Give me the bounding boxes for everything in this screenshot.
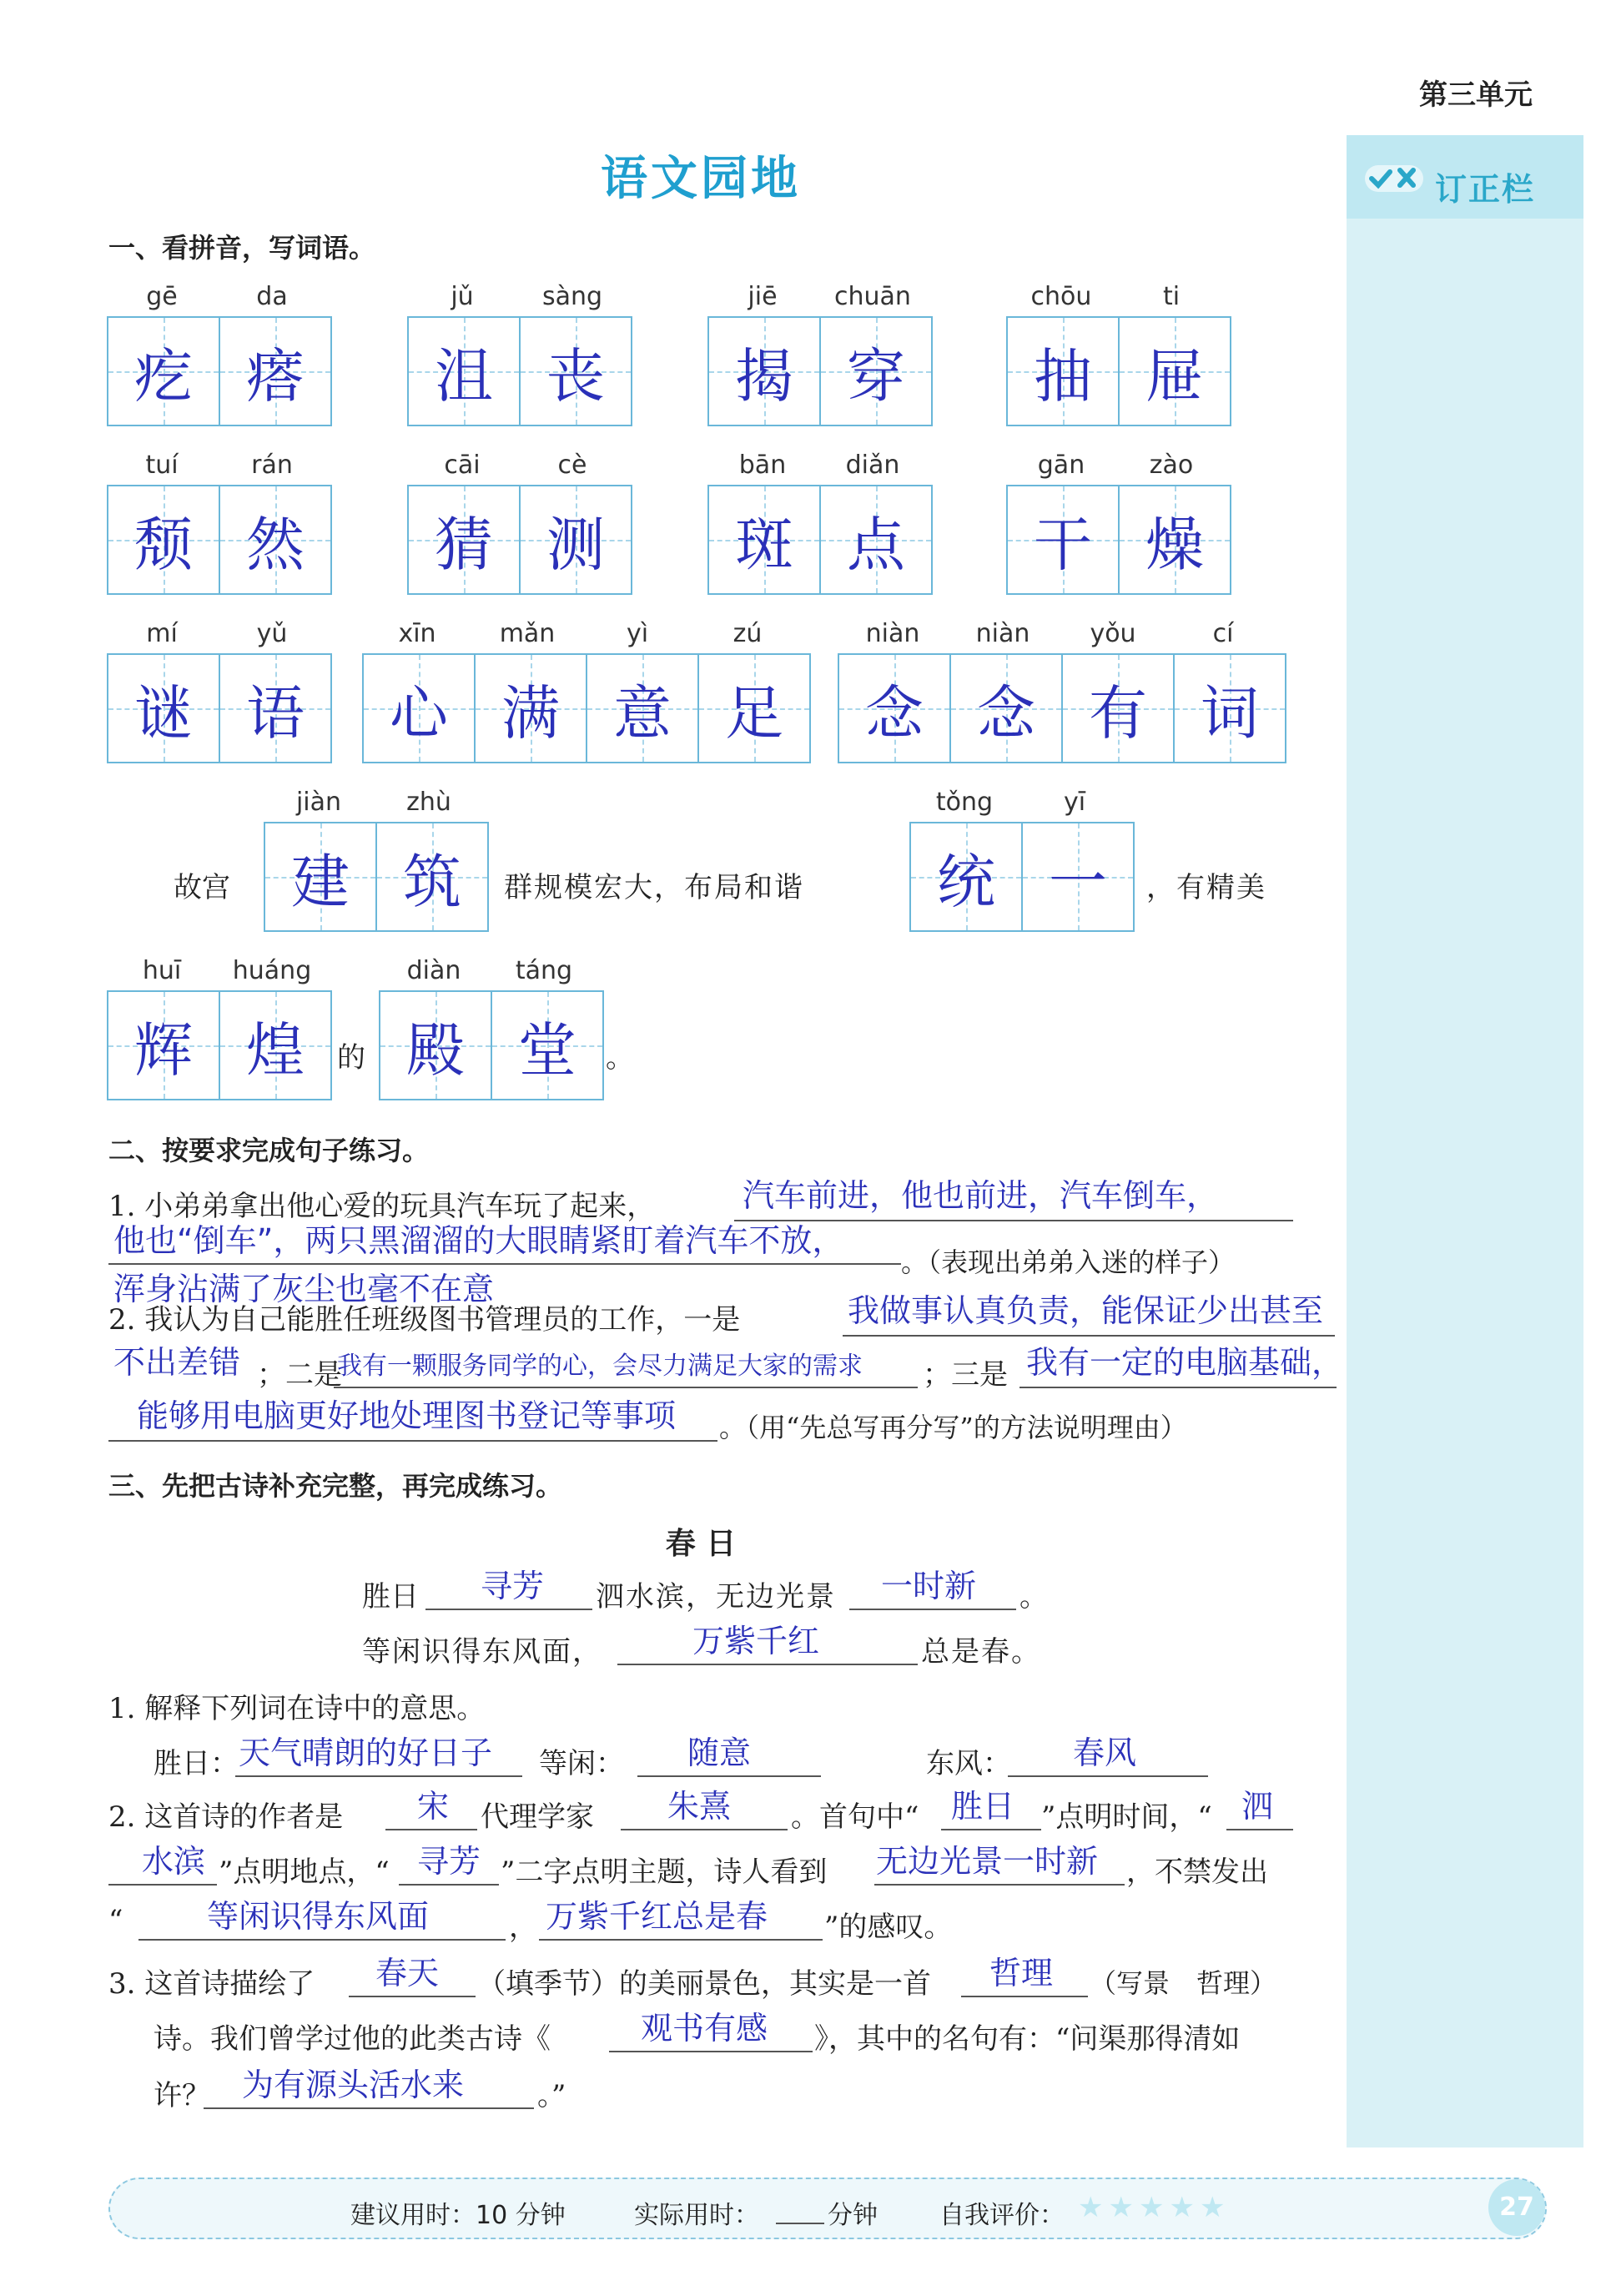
question-text: ”二字点明主题，诗人看到 — [501, 1855, 828, 1889]
word-group — [107, 619, 332, 763]
answer-line — [621, 1829, 788, 1830]
tianzige-cell — [821, 318, 931, 425]
question-text: “ — [108, 1904, 123, 1937]
suggested-time: 建议用时：10 分钟 — [350, 2201, 566, 2230]
pinyin: táng — [515, 956, 573, 985]
word-group — [1006, 451, 1231, 595]
star-icon[interactable]: ★ — [1199, 2191, 1226, 2224]
handwritten-answer: 观书有感 — [641, 2010, 768, 2047]
pinyin: yì — [626, 619, 649, 648]
handwritten-char: 足 — [725, 678, 783, 748]
handwritten-answer: 水滨 — [142, 1843, 206, 1880]
tianzige-cell — [220, 318, 330, 425]
question-text: 。（表现出弟弟入迷的样子） — [901, 1246, 1236, 1278]
answer-line — [1226, 1829, 1293, 1830]
pinyin: zú — [733, 619, 763, 648]
pinyin: mí — [146, 619, 178, 648]
pinyin: jiàn — [295, 788, 342, 817]
handwritten-char: 干 — [1034, 510, 1092, 579]
handwritten-answer: 宋 — [417, 1788, 450, 1825]
answer-line — [108, 1884, 217, 1886]
answer-line — [874, 1884, 1125, 1886]
tianzige-cell — [1023, 823, 1133, 930]
handwritten-char: 沮 — [435, 341, 493, 410]
tianzige-cell — [108, 486, 220, 593]
question-text: ；二是 — [257, 1358, 342, 1392]
handwritten-char: 然 — [246, 510, 305, 579]
pinyin: yǔ — [256, 619, 288, 648]
handwritten-char: 穿 — [847, 341, 905, 410]
handwritten-answer: 胜日 — [951, 1788, 1015, 1825]
tianzige-cell — [377, 823, 487, 930]
handwritten-answer: 能够用电脑更好地处理图书登记等事项 — [137, 1397, 677, 1434]
question-text: 2. 我认为自己能胜任班级图书管理员的工作，一是 — [108, 1303, 741, 1337]
poem-text: 等闲识得东风面， — [362, 1635, 602, 1669]
handwritten-char: 语 — [246, 678, 305, 748]
page-number: 27 — [1488, 2179, 1545, 2236]
question-text: ”的感叹。 — [824, 1911, 953, 1944]
handwritten-char: 堂 — [518, 1015, 576, 1085]
handwritten-char: 颓 — [134, 510, 193, 579]
correction-sidebar — [1347, 135, 1583, 2147]
answer-line — [539, 1939, 823, 1941]
actual-time-field[interactable] — [776, 2223, 824, 2224]
pinyin: mǎn — [499, 619, 556, 648]
handwritten-answer: 春天 — [375, 1955, 440, 1991]
question-text: ， — [509, 1911, 537, 1944]
pinyin: gē — [146, 282, 178, 311]
word-group — [707, 282, 933, 426]
handwritten-answer: 泗 — [1241, 1788, 1274, 1825]
tianzige-cell — [265, 823, 377, 930]
question-text: 。（用“先总写再分写”的方法说明理由） — [719, 1412, 1187, 1443]
pinyin: huáng — [232, 956, 312, 985]
handwritten-char: 筑 — [403, 847, 461, 916]
pinyin: ti — [1162, 282, 1181, 311]
handwritten-char: 煌 — [246, 1015, 305, 1085]
page-title: 语文园地 — [601, 152, 801, 206]
handwritten-char: 斑 — [735, 510, 793, 579]
handwritten-answer: 我做事认真负责，能保证少出甚至 — [848, 1292, 1324, 1329]
question-text: 东风： — [926, 1747, 1011, 1780]
tianzige-cell — [492, 992, 602, 1099]
handwritten-answer: 万紫千红总是春 — [546, 1898, 768, 1935]
pinyin: huī — [142, 956, 182, 985]
pinyin: yǒu — [1090, 619, 1136, 648]
handwritten-answer: 无边光景一时新 — [876, 1843, 1099, 1880]
tianzige-cell — [476, 655, 587, 762]
handwritten-char: 谜 — [134, 678, 193, 748]
handwritten-char: 建 — [291, 847, 350, 916]
section2-heading: 二、按要求完成句子练习。 — [108, 1135, 430, 1166]
tianzige-cell — [108, 655, 220, 762]
question-text: 。” — [537, 2079, 566, 2112]
handwritten-answer: 我有一定的电脑基础， — [1026, 1344, 1344, 1381]
handwritten-char: 词 — [1201, 678, 1259, 748]
pinyin: gān — [1037, 451, 1085, 480]
star-icon[interactable]: ★ — [1078, 2191, 1104, 2224]
question-text: 代理学家 — [481, 1800, 594, 1834]
handwritten-char: 猜 — [435, 510, 493, 579]
word-group — [362, 619, 811, 763]
handwritten-answer: 我有一颗服务同学的心，会尽力满足大家的需求 — [337, 1352, 863, 1381]
question-text: 3. 这首诗描绘了 — [108, 1967, 315, 2001]
tianzige-cell — [839, 655, 951, 762]
actual-time-unit: 分钟 — [828, 2201, 878, 2230]
handwritten-answer: 不出差错 — [113, 1344, 241, 1381]
poem-text: 胜日 — [362, 1580, 419, 1614]
answer-line — [849, 1609, 1016, 1610]
tianzige-cell — [1008, 486, 1120, 593]
tianzige-cell — [587, 655, 699, 762]
handwritten-char: 殿 — [406, 1015, 465, 1085]
handwritten-char: 抽 — [1034, 341, 1092, 410]
tianzige-cell — [409, 486, 521, 593]
tianzige-cell — [220, 655, 330, 762]
answer-line — [637, 1775, 821, 1777]
tianzige-cell — [521, 486, 631, 593]
pinyin: sàng — [541, 282, 603, 311]
pinyin: niàn — [865, 619, 920, 648]
handwritten-char: 屉 — [1145, 341, 1204, 410]
self-eval-label: 自我评价： — [939, 2201, 1065, 2230]
answer-line — [941, 1829, 1041, 1830]
question-text: 》，其中的名句有：“问渠那得清如 — [814, 2022, 1241, 2056]
pinyin: bān — [738, 451, 787, 480]
sentence-text: 的 — [337, 1041, 365, 1075]
handwritten-answer: 万紫千红 — [692, 1623, 820, 1659]
word-group — [379, 956, 604, 1100]
correction-sidebar-title: 订正栏 — [1435, 171, 1536, 208]
handwritten-answer: 一时新 — [881, 1568, 977, 1604]
tianzige-cell — [1063, 655, 1175, 762]
tianzige-cell — [1008, 318, 1120, 425]
word-group — [407, 282, 632, 426]
handwritten-answer: 随意 — [687, 1735, 752, 1771]
pinyin: jǔ — [451, 282, 474, 311]
pinyin: chuān — [834, 282, 911, 311]
sentence-text: ，有精美 — [1146, 871, 1266, 904]
handwritten-answer: 天气晴朗的好日子 — [239, 1735, 493, 1771]
question-text: ”点明时间，“ — [1041, 1800, 1212, 1834]
tianzige-cell — [380, 992, 492, 1099]
word-group — [264, 788, 489, 932]
question-text: 1. 小弟弟拿出他心爱的玩具汽车玩了起来， — [108, 1190, 656, 1223]
tianzige-cell — [521, 318, 631, 425]
question-text: 。首句中“ — [791, 1800, 919, 1834]
word-group — [107, 282, 332, 426]
question-text: 2. 这首诗的作者是 — [108, 1800, 344, 1834]
question-text: ；三是 — [923, 1358, 1008, 1392]
question-text: 许？ — [154, 2079, 210, 2112]
tianzige-cell — [911, 823, 1023, 930]
pinyin: zào — [1149, 451, 1194, 480]
handwritten-answer: 浑身沾满了灰尘也毫不在意 — [113, 1271, 495, 1307]
handwritten-char: 意 — [613, 678, 672, 748]
handwritten-answer: 寻芳 — [481, 1568, 545, 1604]
word-group — [1006, 282, 1231, 426]
star-icon[interactable]: ★ — [1108, 2191, 1134, 2224]
question-text: 胜日： — [154, 1747, 239, 1780]
handwritten-char: 辉 — [134, 1015, 193, 1085]
handwritten-char: 疙 — [134, 341, 193, 410]
tianzige-cell — [108, 992, 220, 1099]
handwritten-answer: 寻芳 — [417, 1843, 481, 1880]
unit-label: 第三单元 — [1419, 78, 1533, 112]
answer-line — [349, 1996, 476, 1997]
answer-line — [385, 1829, 477, 1830]
pinyin: diàn — [406, 956, 461, 985]
handwritten-answer: 春风 — [1073, 1735, 1137, 1771]
handwritten-answer: 为有源头活水来 — [242, 2067, 465, 2103]
answer-line — [138, 1939, 506, 1941]
answer-line — [617, 1664, 918, 1665]
star-icon[interactable]: ★ — [1169, 2191, 1195, 2224]
tianzige-cell — [220, 992, 330, 1099]
answer-line — [399, 1884, 499, 1886]
handwritten-char: 点 — [847, 510, 905, 579]
section3-heading: 三、先把古诗补充完整，再完成练习。 — [108, 1470, 563, 1502]
handwritten-char: 心 — [390, 678, 448, 748]
pinyin: rán — [251, 451, 293, 480]
word-group — [407, 451, 632, 595]
tianzige-cell — [1175, 655, 1285, 762]
answer-line — [1008, 1775, 1208, 1777]
pinyin: tǒng — [935, 788, 994, 817]
sentence-text: 群规模宏大，布局和谐 — [504, 871, 804, 904]
pinyin: niàn — [975, 619, 1030, 648]
handwritten-char: 有 — [1089, 678, 1147, 748]
answer-line — [1019, 1387, 1337, 1388]
question-text: ”点明地点，“ — [219, 1855, 390, 1889]
tianzige-cell — [709, 486, 821, 593]
answer-line — [609, 2051, 813, 2052]
pinyin: da — [256, 282, 288, 311]
section1-heading: 一、看拼音，写词语。 — [108, 232, 376, 264]
pinyin: diǎn — [845, 451, 900, 480]
pinyin: zhù — [406, 788, 451, 817]
handwritten-char: 燥 — [1145, 510, 1204, 579]
word-group — [838, 619, 1286, 763]
tianzige-cell — [699, 655, 809, 762]
handwritten-char: 丧 — [546, 341, 605, 410]
question-text: （填季节）的美丽景色，其实是一首 — [477, 1967, 931, 2001]
pinyin: cāi — [444, 451, 481, 480]
handwritten-char: 念 — [977, 678, 1035, 748]
poem-title: 春 日 — [665, 1526, 737, 1561]
tianzige-cell — [1120, 486, 1230, 593]
answer-line — [334, 1387, 918, 1388]
tianzige-cell — [951, 655, 1063, 762]
pinyin: yī — [1063, 788, 1086, 817]
handwritten-char: 统 — [937, 847, 995, 916]
word-group — [707, 451, 933, 595]
pinyin: cè — [557, 451, 587, 480]
question-text: 诗。我们曾学过他的此类古诗《 — [154, 2022, 551, 2056]
question-text: 1. 解释下列词在诗中的意思。 — [108, 1692, 486, 1725]
tianzige-cell — [1120, 318, 1230, 425]
pinyin: tuí — [145, 451, 179, 480]
handwritten-answer: 他也“倒车”，两只黑溜溜的大眼睛紧盯着汽车不放， — [113, 1222, 844, 1259]
actual-time-label: 实际用时： — [634, 2201, 759, 2230]
answer-line — [204, 2107, 534, 2109]
answer-line — [425, 1609, 592, 1610]
answer-line — [961, 1996, 1088, 1997]
tianzige-cell — [821, 486, 931, 593]
handwritten-char: 瘩 — [246, 341, 305, 410]
handwritten-char: 揭 — [735, 341, 793, 410]
pinyin: chōu — [1030, 282, 1092, 311]
poem-text: 泗水滨，无边光景 — [596, 1580, 836, 1614]
rating-stars[interactable] — [1078, 2191, 1225, 2224]
tianzige-cell — [108, 318, 220, 425]
pinyin: cí — [1212, 619, 1234, 648]
handwritten-answer: 朱熹 — [667, 1788, 732, 1825]
answer-line — [108, 1440, 717, 1442]
answer-line — [235, 1775, 522, 1777]
poem-text: 。 — [1019, 1580, 1048, 1614]
tianzige-cell — [220, 486, 330, 593]
handwritten-char: 一 — [1049, 847, 1107, 916]
handwritten-char: 念 — [865, 678, 924, 748]
sentence-text: 故宫 — [174, 871, 230, 904]
tianzige-cell — [409, 318, 521, 425]
pinyin: xīn — [398, 619, 436, 648]
handwritten-char: 满 — [501, 678, 560, 748]
tianzige-cell — [709, 318, 821, 425]
word-group — [909, 788, 1135, 932]
word-group — [107, 451, 332, 595]
sentence-text: 。 — [606, 1041, 634, 1075]
question-text: ，不禁发出 — [1126, 1855, 1268, 1889]
poem-text: 总是春。 — [921, 1635, 1041, 1669]
handwritten-answer: 等闲识得东风面 — [207, 1898, 430, 1935]
pinyin: jiē — [748, 282, 778, 311]
handwritten-answer: 哲理 — [989, 1955, 1054, 1991]
handwritten-answer: 汽车前进，他也前进，汽车倒车， — [743, 1177, 1219, 1214]
tianzige-cell — [364, 655, 476, 762]
word-group — [107, 956, 332, 1100]
question-text: （写景 哲理） — [1090, 1967, 1277, 1999]
handwritten-char: 测 — [546, 510, 605, 579]
question-text: 等闲： — [539, 1747, 624, 1780]
star-icon[interactable]: ★ — [1138, 2191, 1165, 2224]
